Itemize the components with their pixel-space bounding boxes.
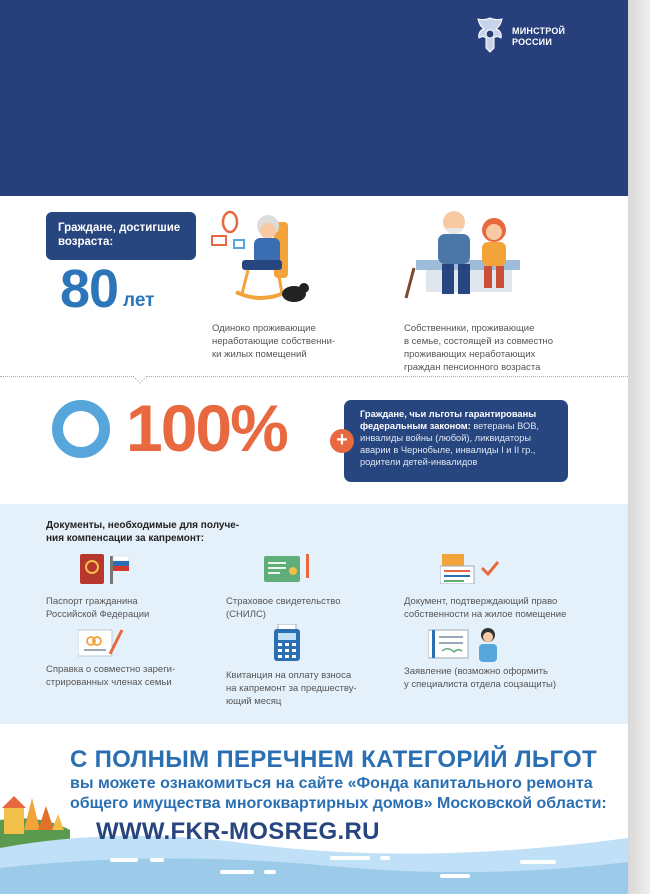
doc-label-snils <box>226 595 341 621</box>
federal-text: инвалиды войны (любой), ликвидаторы <box>360 433 532 443</box>
doc-label-line: ющий месяц <box>226 696 282 707</box>
doc-label-line: на капремонт за предшеству- <box>226 683 357 694</box>
page-edge <box>628 0 650 894</box>
age-badge <box>46 212 196 260</box>
marriage-certificate-icon <box>78 626 124 658</box>
caption-line: граждан пенсионного возраста <box>404 362 541 373</box>
documents-title-line: Документы, необходимые для получе- <box>46 520 240 531</box>
doc-label-line: собственности на жилое помещение <box>404 609 567 620</box>
federal-text: ветераны ВОВ, <box>470 421 540 431</box>
age-badge-line: Граждане, достигшие <box>58 222 181 234</box>
plus-icon: + <box>330 429 354 453</box>
banner-text: общего имущества многоквартирных домов» Московской области: <box>70 795 607 812</box>
age-number: 80 <box>60 259 119 319</box>
federal-benefits-badge <box>344 400 568 482</box>
age-unit: лет <box>123 290 155 311</box>
doc-label-line: Квитанция на оплату взноса <box>226 670 352 681</box>
doc-label-line: (СНИЛС) <box>226 609 266 620</box>
dotted-divider <box>0 376 628 377</box>
doc-label-application <box>404 665 556 691</box>
banner-headline: С ПОЛНЫМ ПЕРЕЧНЕМ КАТЕГОРИЙ ЛЬГОТ <box>70 746 597 773</box>
passport-icon <box>80 552 130 584</box>
age-badge-line: возраста: <box>58 236 114 248</box>
doc-label-line: у специалиста отдела соцзащиты) <box>404 679 557 690</box>
snils-card-icon <box>264 554 312 584</box>
documents-title-line: ния компенсации за капремонт: <box>46 533 205 544</box>
federal-heading-line2 <box>360 420 556 432</box>
doc-label-passport <box>46 595 149 621</box>
caption-line: проживающих неработающих <box>404 349 536 360</box>
caption-line: ки жилых помещений <box>212 349 307 360</box>
percent-ring-icon <box>52 400 110 458</box>
elderly-woman-rocking-chair-icon <box>206 208 326 308</box>
caption-line: Одиноко проживающие <box>212 323 316 334</box>
caption-line: Собственники, проживающие <box>404 323 535 334</box>
property-document-icon <box>440 554 500 584</box>
elderly-couple-bench-icon <box>402 208 526 300</box>
payment-terminal-icon <box>272 624 302 662</box>
doc-label-line: Справка о совместно зареги- <box>46 664 176 675</box>
caption-family-owners <box>404 322 553 374</box>
caption-line: в семье, состоящей из совместно <box>404 336 554 347</box>
federal-text: аварии в Чернобыле, инвалиды I и II гр., <box>360 445 536 455</box>
caption-single-owners <box>212 322 335 361</box>
federal-law-label: федеральным законом: <box>360 421 471 431</box>
percent-value: 100% <box>126 391 287 465</box>
doc-label-line: Документ, подтверждающий право <box>404 596 558 607</box>
documents-title <box>46 519 239 545</box>
doc-label-line: стрированных членах семьи <box>46 677 172 688</box>
doc-label-line: Заявление (возможно оформить <box>404 666 548 677</box>
ministry-country: РОССИИ <box>512 37 553 47</box>
ministry-name: МИНСТРОЙ <box>512 26 566 36</box>
doc-label-line: Российской Федерации <box>46 609 150 620</box>
federal-heading: Граждане, чьи льготы гарантированы <box>360 409 537 419</box>
doc-label-line: Страховое свидетельство <box>226 596 341 607</box>
doc-label-payment-receipt <box>226 669 357 708</box>
ministry-logo-text <box>512 26 565 48</box>
caption-line: неработающие собственни- <box>212 336 336 347</box>
application-specialist-icon <box>428 626 500 662</box>
banner-text: вы можете ознакомиться на сайте «Фонда капитального ремонта <box>70 775 593 792</box>
doc-label-property <box>404 595 566 621</box>
doc-label-line: Паспорт гражданина <box>46 596 138 607</box>
doc-label-family-reference <box>46 663 175 689</box>
russian-emblem-icon <box>472 14 508 54</box>
website-link[interactable]: WWW.FKR-MOSREG.RU <box>96 818 380 845</box>
divider-notch-icon <box>132 372 148 384</box>
federal-text: родители детей-инвалидов <box>360 457 478 467</box>
